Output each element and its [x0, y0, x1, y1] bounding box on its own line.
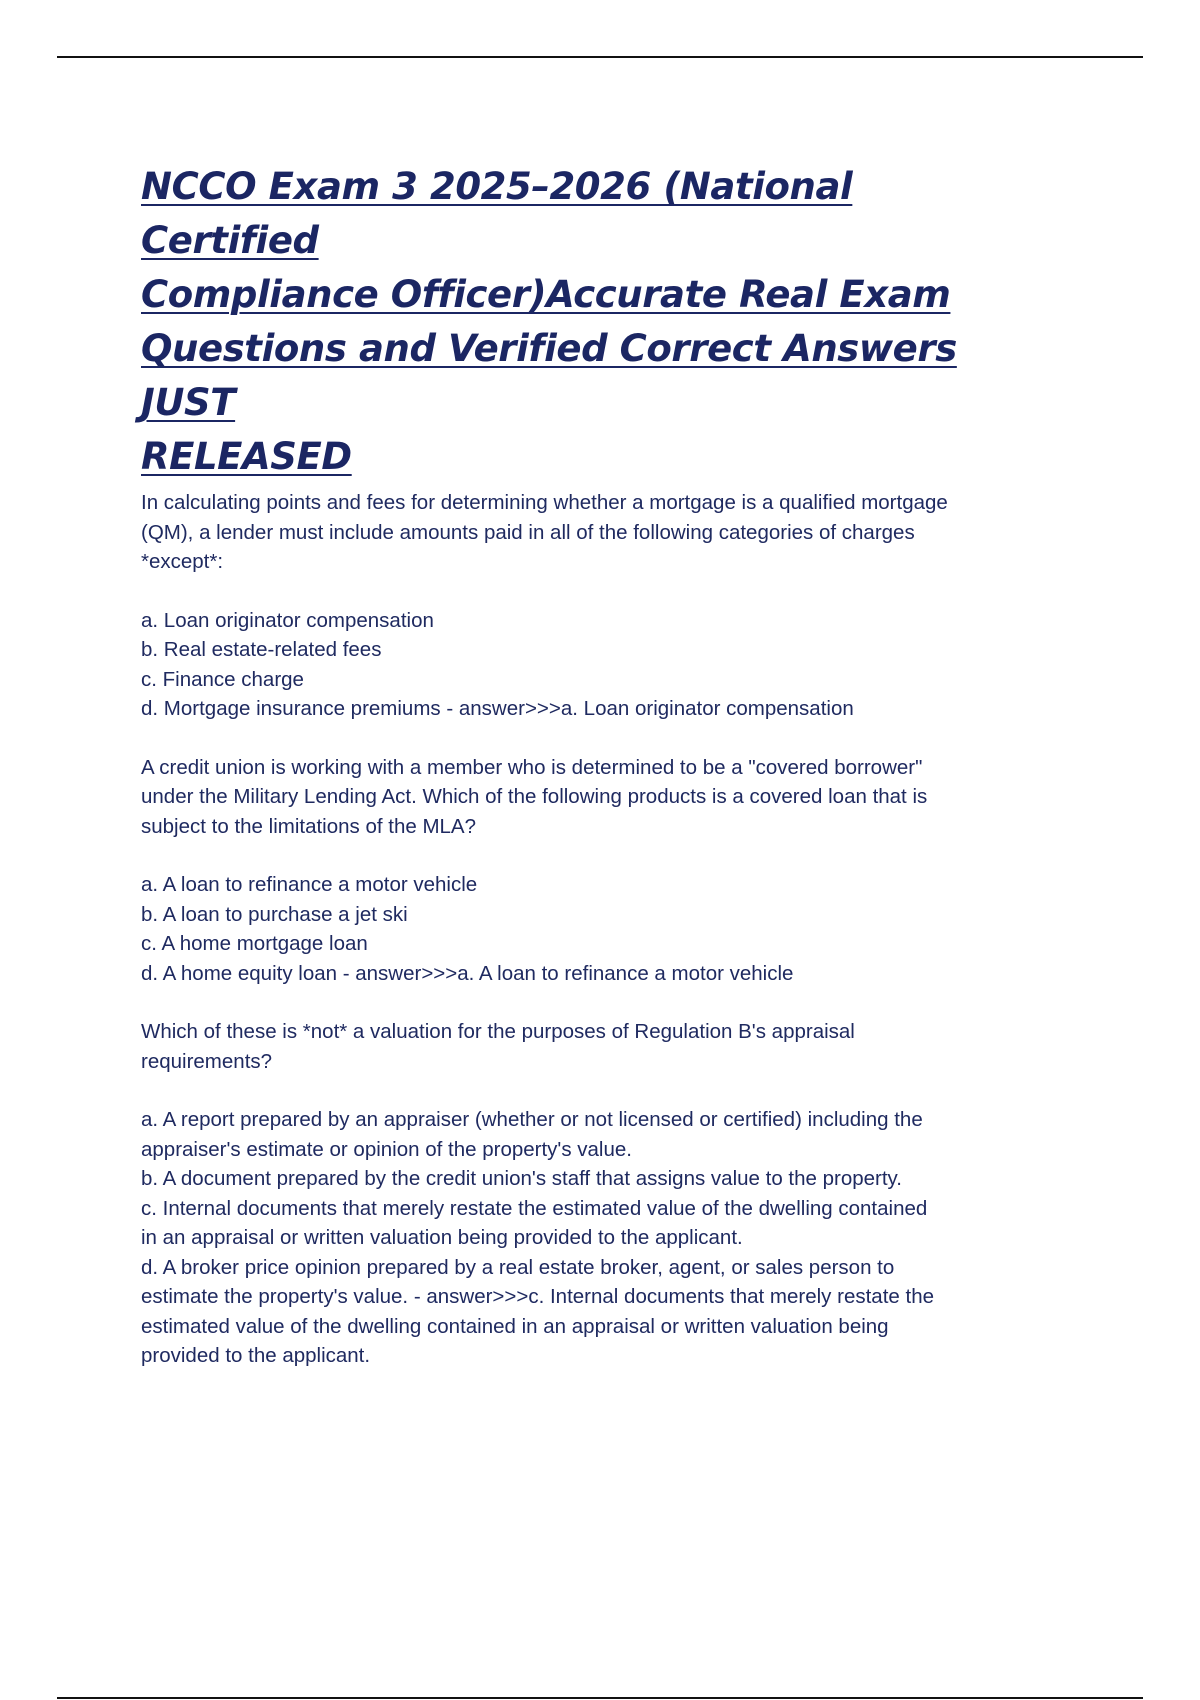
title-line: NCCO Exam 3 2025–2026 (National Certified [141, 165, 853, 262]
option-line: a. A loan to refinance a motor vehicle [141, 873, 478, 896]
option-line-with-answer: estimated value of the dwelling contained in an appraisal or written valuation being [141, 1314, 889, 1338]
stem-line: under the Military Lending Act. Which of the following products is a covered loan that is [141, 785, 928, 808]
answer-options [141, 606, 1041, 724]
stem-line: Which of these is *not* a valuation for the purposes of Regulation B's appraisal [141, 1020, 855, 1043]
option-line: d. A broker price opinion prepared by a real estate broker, agent, or sales person to [141, 1255, 895, 1279]
option-line: b. A document prepared by the credit union's staff that assigns value to the property. [141, 1167, 902, 1190]
option-line-with-answer: d. A home equity loan - answer>>>a. A loan to refinance a motor vehicle [141, 961, 794, 985]
answer-options [141, 1105, 1041, 1371]
title-line: RELEASED [141, 435, 352, 478]
option-line: a. A report prepared by an appraiser (whether or not licensed or certified) including the [141, 1108, 923, 1131]
option-line-with-answer: d. Mortgage insurance premiums - answer>>>a. Loan originator compensation [141, 697, 854, 720]
title-line: Compliance Officer)Accurate Real Exam [141, 273, 951, 316]
option-line-with-answer: estimate the property's value. - answer>>>c. Internal documents that merely restate the [141, 1285, 934, 1308]
question-block [141, 1017, 1041, 1371]
footer-rule [57, 1697, 1143, 1699]
option-line: c. Finance charge [141, 667, 304, 691]
stem-line: requirements? [141, 1049, 273, 1073]
option-line: b. A loan to purchase a jet ski [141, 902, 408, 926]
option-line: c. Internal documents that merely restate the estimated value of the dwelling contained [141, 1196, 928, 1220]
stem-line: (QM), a lender must include amounts paid in all of the following categories of charges [141, 520, 915, 544]
option-line: in an appraisal or written valuation being provided to the applicant. [141, 1226, 743, 1249]
stem-line: A credit union is working with a member who is determined to be a "covered borrower" [141, 755, 923, 779]
option-line: b. Real estate-related fees [141, 638, 382, 661]
stem-line: *except*: [141, 550, 224, 573]
answer-options [141, 870, 1041, 988]
document-body [141, 160, 1041, 1400]
option-line: appraiser's estimate or opinion of the property's value. [141, 1137, 632, 1161]
stem-line: In calculating points and fees for determining whether a mortgage is a qualified mortgage [141, 491, 948, 514]
option-line: c. A home mortgage loan [141, 932, 368, 955]
header-rule [57, 56, 1143, 58]
option-line-with-answer: provided to the applicant. [141, 1344, 371, 1367]
question-stem [141, 753, 1041, 842]
stem-line: subject to the limitations of the MLA? [141, 814, 477, 838]
option-line: a. Loan originator compensation [141, 608, 434, 632]
document-title [141, 160, 1041, 484]
question-block [141, 753, 1041, 989]
title-line: Questions and Verified Correct Answers JUST [141, 327, 957, 424]
question-block [141, 488, 1041, 724]
question-stem [141, 1017, 1041, 1076]
question-stem [141, 488, 1041, 577]
